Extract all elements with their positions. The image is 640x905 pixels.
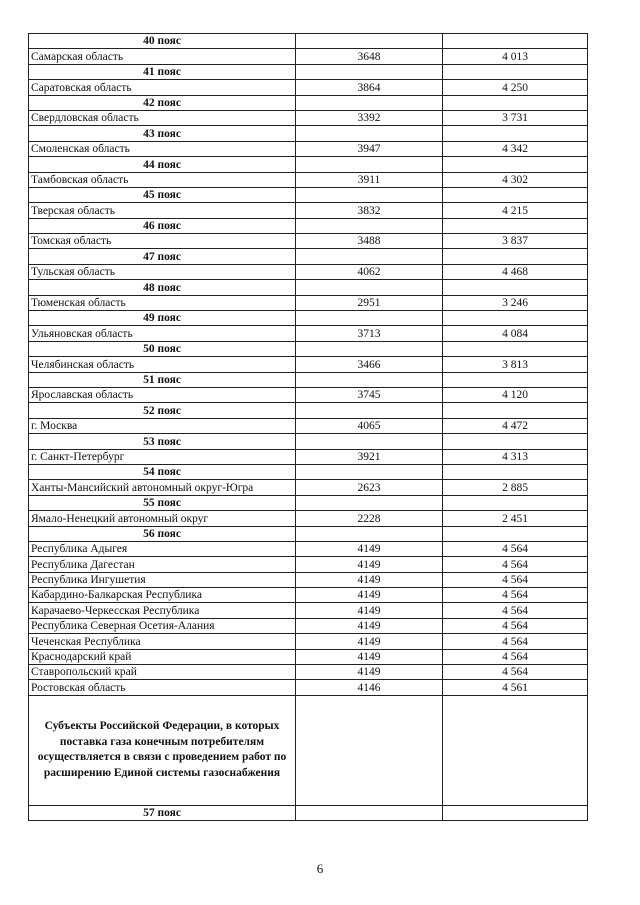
- table-row: [29, 110, 588, 125]
- zone-row: [29, 403, 588, 418]
- note-text: Субъекты Российской Федерации, в которых поставка газа конечным потребителям осуществляется в связи с проведением работ по расширению Единой системы газоснабжения: [29, 695, 296, 805]
- value-cell: 4149: [296, 588, 443, 603]
- region-name: г. Москва: [29, 418, 296, 433]
- zone-row: [29, 34, 588, 49]
- empty-cell: [443, 526, 588, 541]
- zone-label: 40 пояс: [29, 34, 296, 49]
- table-row: [29, 541, 588, 556]
- value-cell: 4062: [296, 264, 443, 279]
- table-row: [29, 588, 588, 603]
- value-cell: 2623: [296, 480, 443, 495]
- value-cell: 3745: [296, 387, 443, 402]
- empty-cell: [443, 126, 588, 141]
- zone-label: 44 пояс: [29, 157, 296, 172]
- table-row: [29, 49, 588, 64]
- table-row: [29, 234, 588, 249]
- table-row: [29, 603, 588, 618]
- region-name: Тамбовская область: [29, 172, 296, 187]
- region-name: Ростовская область: [29, 680, 296, 695]
- empty-cell: [443, 187, 588, 202]
- zone-row: [29, 434, 588, 449]
- table-row: [29, 634, 588, 649]
- region-name: Смоленская область: [29, 141, 296, 156]
- empty-cell: [443, 64, 588, 79]
- empty-cell: [443, 434, 588, 449]
- empty-cell: [296, 372, 443, 387]
- note-row: [29, 695, 588, 805]
- zone-row: [29, 464, 588, 479]
- value-cell: 3921: [296, 449, 443, 464]
- empty-cell: [296, 526, 443, 541]
- empty-cell: [296, 805, 443, 820]
- empty-cell: [296, 280, 443, 295]
- zone-label: 46 пояс: [29, 218, 296, 233]
- region-name: Чеченская Республика: [29, 634, 296, 649]
- zone-row: [29, 95, 588, 110]
- empty-cell: [443, 372, 588, 387]
- empty-cell: [443, 34, 588, 49]
- table-row: [29, 665, 588, 680]
- zone-label: 57 пояс: [29, 805, 296, 820]
- value-cell: 4 564: [443, 649, 588, 664]
- empty-cell: [443, 464, 588, 479]
- region-name: Ставропольский край: [29, 665, 296, 680]
- table-row: [29, 172, 588, 187]
- value-cell: 4 564: [443, 588, 588, 603]
- empty-cell: [443, 403, 588, 418]
- empty-cell: [296, 311, 443, 326]
- value-cell: 4 564: [443, 634, 588, 649]
- value-cell: 4 564: [443, 603, 588, 618]
- region-name: Челябинская область: [29, 357, 296, 372]
- value-cell: 4 564: [443, 618, 588, 633]
- zone-label: 43 пояс: [29, 126, 296, 141]
- zone-row: [29, 280, 588, 295]
- empty-cell: [296, 218, 443, 233]
- zone-label: 51 пояс: [29, 372, 296, 387]
- value-cell: 4 250: [443, 80, 588, 95]
- empty-cell: [443, 341, 588, 356]
- empty-cell: [443, 805, 588, 820]
- region-name: Республика Адыгея: [29, 541, 296, 556]
- region-name: Ярославская область: [29, 387, 296, 402]
- zone-label: 47 пояс: [29, 249, 296, 264]
- zone-label: 56 пояс: [29, 526, 296, 541]
- table-row: [29, 326, 588, 341]
- value-cell: 3832: [296, 203, 443, 218]
- value-cell: 4 215: [443, 203, 588, 218]
- value-cell: 4 342: [443, 141, 588, 156]
- value-cell: 4 564: [443, 665, 588, 680]
- value-cell: 4 472: [443, 418, 588, 433]
- region-name: Ульяновская область: [29, 326, 296, 341]
- value-cell: 4 013: [443, 49, 588, 64]
- value-cell: 4 561: [443, 680, 588, 695]
- value-cell: 4149: [296, 541, 443, 556]
- value-cell: 2 885: [443, 480, 588, 495]
- empty-cell: [296, 434, 443, 449]
- value-cell: 3 731: [443, 110, 588, 125]
- zone-row: [29, 526, 588, 541]
- value-cell: 4149: [296, 618, 443, 633]
- value-cell: 4 564: [443, 572, 588, 587]
- zone-label: 48 пояс: [29, 280, 296, 295]
- empty-cell: [443, 218, 588, 233]
- value-cell: 4065: [296, 418, 443, 433]
- value-cell: 3864: [296, 80, 443, 95]
- empty-cell: [296, 157, 443, 172]
- value-cell: 4149: [296, 634, 443, 649]
- table-row: [29, 449, 588, 464]
- zone-row: [29, 805, 588, 820]
- table-row: [29, 203, 588, 218]
- page-number: 6: [316, 861, 324, 876]
- value-cell: 2951: [296, 295, 443, 310]
- value-cell: 3 813: [443, 357, 588, 372]
- empty-cell: [296, 126, 443, 141]
- value-cell: 4 564: [443, 541, 588, 556]
- table-row: [29, 572, 588, 587]
- empty-cell: [443, 249, 588, 264]
- table-row: [29, 387, 588, 402]
- zone-label: 45 пояс: [29, 187, 296, 202]
- empty-cell: [296, 464, 443, 479]
- region-name: Республика Северная Осетия-Алания: [29, 618, 296, 633]
- zone-row: [29, 218, 588, 233]
- empty-cell: [296, 95, 443, 110]
- empty-cell: [296, 187, 443, 202]
- value-cell: 3713: [296, 326, 443, 341]
- table-row: [29, 264, 588, 279]
- region-name: Ханты-Мансийский автономный округ-Югра: [29, 480, 296, 495]
- empty-cell: [443, 280, 588, 295]
- table-row: [29, 649, 588, 664]
- table-row: [29, 418, 588, 433]
- zone-row: [29, 126, 588, 141]
- value-cell: 3947: [296, 141, 443, 156]
- region-name: Республика Ингушетия: [29, 572, 296, 587]
- value-cell: 4 313: [443, 449, 588, 464]
- value-cell: 3 246: [443, 295, 588, 310]
- zone-row: [29, 341, 588, 356]
- zone-label: 42 пояс: [29, 95, 296, 110]
- table-row: [29, 80, 588, 95]
- region-name: Тверская область: [29, 203, 296, 218]
- empty-cell: [443, 95, 588, 110]
- table-row: [29, 295, 588, 310]
- empty-cell: [443, 311, 588, 326]
- region-name: Свердловская область: [29, 110, 296, 125]
- zone-label: 50 пояс: [29, 341, 296, 356]
- value-cell: 4 302: [443, 172, 588, 187]
- empty-cell: [296, 695, 443, 805]
- value-cell: 4146: [296, 680, 443, 695]
- table-row: [29, 680, 588, 695]
- empty-cell: [443, 495, 588, 510]
- value-cell: 4149: [296, 557, 443, 572]
- value-cell: 4 120: [443, 387, 588, 402]
- zone-row: [29, 64, 588, 79]
- region-name: Саратовская область: [29, 80, 296, 95]
- region-name: Кабардино-Балкарская Республика: [29, 588, 296, 603]
- region-name: г. Санкт-Петербург: [29, 449, 296, 464]
- region-name: Краснодарский край: [29, 649, 296, 664]
- table-row: [29, 511, 588, 526]
- value-cell: 4 084: [443, 326, 588, 341]
- value-cell: 4 468: [443, 264, 588, 279]
- tariff-table: [28, 33, 588, 821]
- value-cell: 4149: [296, 603, 443, 618]
- region-name: Самарская область: [29, 49, 296, 64]
- value-cell: 3466: [296, 357, 443, 372]
- table-row: [29, 141, 588, 156]
- zone-row: [29, 187, 588, 202]
- value-cell: 4149: [296, 572, 443, 587]
- value-cell: 2 451: [443, 511, 588, 526]
- zone-label: 41 пояс: [29, 64, 296, 79]
- empty-cell: [296, 64, 443, 79]
- zone-label: 49 пояс: [29, 311, 296, 326]
- value-cell: 3392: [296, 110, 443, 125]
- empty-cell: [296, 403, 443, 418]
- zone-row: [29, 495, 588, 510]
- empty-cell: [296, 249, 443, 264]
- table-row: [29, 557, 588, 572]
- table-body: [29, 34, 588, 821]
- value-cell: 4149: [296, 649, 443, 664]
- zone-label: 52 пояс: [29, 403, 296, 418]
- empty-cell: [443, 157, 588, 172]
- value-cell: 3648: [296, 49, 443, 64]
- value-cell: 2228: [296, 511, 443, 526]
- value-cell: 3911: [296, 172, 443, 187]
- empty-cell: [296, 341, 443, 356]
- value-cell: 3 837: [443, 234, 588, 249]
- zone-row: [29, 249, 588, 264]
- value-cell: 4149: [296, 665, 443, 680]
- zone-row: [29, 157, 588, 172]
- table-row: [29, 480, 588, 495]
- zone-row: [29, 372, 588, 387]
- region-name: Ямало-Ненецкий автономный округ: [29, 511, 296, 526]
- region-name: Карачаево-Черкесская Республика: [29, 603, 296, 618]
- value-cell: 3488: [296, 234, 443, 249]
- region-name: Томская область: [29, 234, 296, 249]
- region-name: Тюменская область: [29, 295, 296, 310]
- zone-label: 55 пояс: [29, 495, 296, 510]
- empty-cell: [296, 495, 443, 510]
- zone-label: 53 пояс: [29, 434, 296, 449]
- region-name: Тульская область: [29, 264, 296, 279]
- empty-cell: [443, 695, 588, 805]
- table-row: [29, 618, 588, 633]
- zone-label: 54 пояс: [29, 464, 296, 479]
- region-name: Республика Дагестан: [29, 557, 296, 572]
- table-row: [29, 357, 588, 372]
- zone-row: [29, 311, 588, 326]
- value-cell: 4 564: [443, 557, 588, 572]
- empty-cell: [296, 34, 443, 49]
